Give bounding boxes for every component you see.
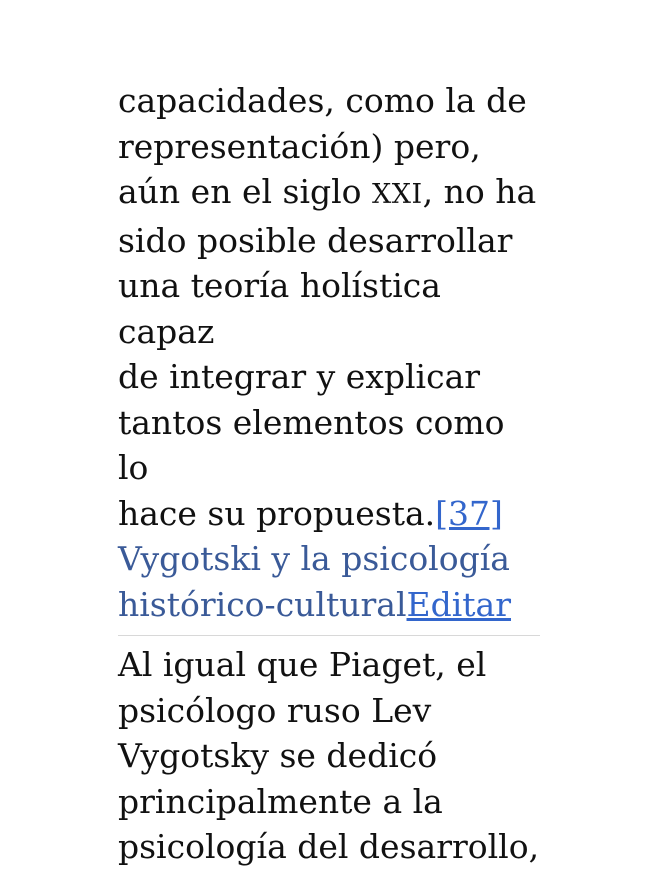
text-line: aún en el siglo [118,172,373,211]
citation-link[interactable]: [37] [435,493,503,533]
text-line: tantos elementos como lo [118,402,505,487]
text-line: psicólogo ruso Lev [118,690,432,730]
text-line: Vygotsky se dedicó [118,736,438,775]
century-smallcaps: XXI [372,179,423,210]
text-line: capacidades, como la de [118,81,527,120]
text-line: sido posible desarrollar [118,220,513,260]
text-line: Al igual que Piaget, el [118,645,487,684]
article-content [118,78,543,870]
heading-line: histórico-cultural [118,584,407,624]
text-line: hace su propuesta. [118,493,436,533]
section-heading [118,536,540,636]
text-line: de integrar y explicar [118,357,481,396]
text-line: principalmente a la [118,781,443,821]
heading-line: Vygotski y la psicología [118,539,510,578]
text-line: una teoría holística capaz [118,266,441,351]
text-line: representación) pero, [118,126,481,166]
text-line: psicología del desarrollo, [118,827,540,866]
text-line: , no ha [422,172,537,211]
paragraph-vygotsky [118,642,543,870]
paragraph-intro [118,78,543,536]
edit-section-link[interactable]: Editar [406,584,511,624]
